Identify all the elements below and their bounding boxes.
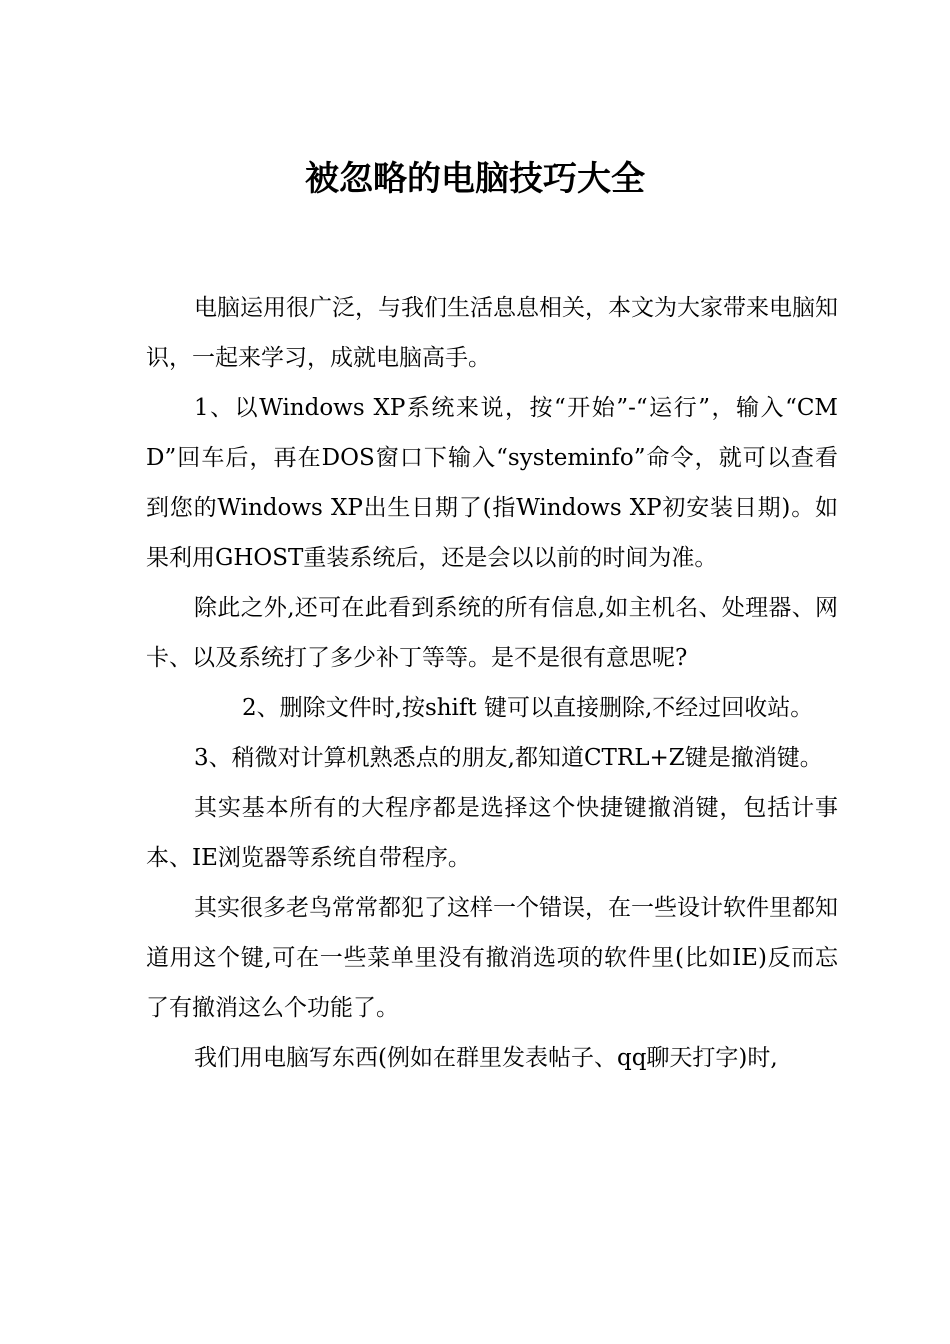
document-title: 被忽略的电脑技巧大全 xyxy=(305,159,645,199)
paragraph-tip-2: 2、删除文件时,按shift 键可以直接删除,不经过回收站。 xyxy=(242,695,814,721)
paragraph-tip-3-note: 其实很多老鸟常常都犯了这样一个错误，在一些设计软件里都知道用这个键,可在一些菜单里没有撤消选项的软件里(比如IE)反而忘了有撤消这么个功能了。 xyxy=(146,895,838,1021)
paragraph-tip-1: 1、以Windows XP系统来说，按“开始”-“运行”，输入“CMD”回车后，再在DOS窗口下输入“systeminfo”命令，就可以查看到您的Windows XP出生日期了(指Windows XP初安装日期)。如果利用GHOST重装系统后，还是会以以前的时间为准。 xyxy=(146,395,838,571)
paragraph-intro: 电脑运用很广泛，与我们生活息息相关，本文为大家带来电脑知识，一起来学习，成就电脑高手。 xyxy=(146,295,838,371)
paragraph-tip-4: 我们用电脑写东西(例如在群里发表帖子、qq聊天打字)时, xyxy=(194,1045,778,1071)
paragraph-tip-1-extra: 除此之外,还可在此看到系统的所有信息,如主机名、处理器、网卡、以及系统打了多少补丁等等。是不是很有意思呢? xyxy=(146,595,838,671)
paragraph-tip-3-detail: 其实基本所有的大程序都是选择这个快捷键撤消键，包括计事本、IE浏览器等系统自带程序。 xyxy=(146,795,838,871)
paragraph-tip-3: 3、稍微对计算机熟悉点的朋友,都知道CTRL+Z键是撤消键。 xyxy=(194,745,823,771)
document-body xyxy=(146,283,838,1083)
